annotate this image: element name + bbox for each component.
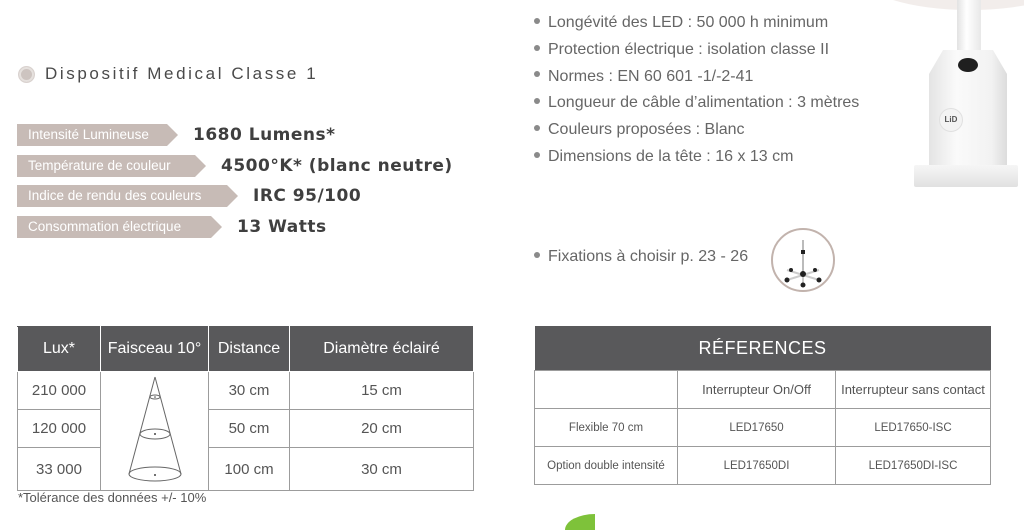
distance-cell: 100 cm	[209, 448, 290, 491]
stand-fixation-icon	[771, 228, 835, 292]
bullet-icon	[534, 71, 540, 77]
feature-text: Protection électrique : isolation classe II	[548, 40, 830, 58]
lamp-foot	[914, 165, 1018, 187]
lamp-flexible-arm	[957, 0, 981, 55]
spec-row	[17, 124, 336, 146]
distance-cell: 50 cm	[209, 410, 290, 448]
table-header-row	[535, 371, 991, 409]
lid-logo: LiD	[939, 108, 963, 132]
fixations-text: Fixations à choisir p. 23 - 26	[548, 248, 749, 265]
bullet-icon	[534, 18, 540, 24]
feature-item	[534, 37, 859, 64]
green-leaf-decoration	[565, 514, 595, 530]
lux-cell: 33 000	[18, 448, 101, 491]
row-label: Option double intensité	[535, 447, 678, 485]
table-row	[535, 447, 991, 485]
fixations-note	[534, 248, 748, 266]
reference-code: LED17650-ISC	[836, 409, 991, 447]
classification-label	[18, 64, 318, 84]
feature-text: Dimensions de la tête : 16 x 13 cm	[548, 147, 794, 165]
feature-item	[534, 10, 859, 37]
distance-cell: 30 cm	[209, 372, 290, 410]
table-row	[535, 409, 991, 447]
classification-text: Dispositif Medical Classe 1	[45, 64, 319, 83]
column-header	[535, 371, 678, 409]
reference-code: LED17650DI	[678, 447, 836, 485]
diameter-cell: 15 cm	[290, 372, 474, 410]
feature-text: Longueur de câble d’alimentation : 3 mètres	[548, 94, 860, 112]
references-table	[534, 326, 991, 485]
spec-label: Température de couleur	[17, 155, 195, 177]
radio-dot-icon	[18, 66, 35, 83]
beam-cone-icon	[120, 374, 190, 484]
spec-value: 1680 Lumens*	[193, 125, 336, 145]
feature-item	[534, 64, 859, 91]
table-title-row	[535, 326, 991, 371]
table-header-row	[18, 327, 474, 372]
table-row	[18, 372, 474, 410]
spec-label: Indice de rendu des couleurs	[17, 185, 227, 207]
reference-code: LED17650	[678, 409, 836, 447]
spec-value: 4500°K* (blanc neutre)	[221, 156, 453, 176]
references-title: RÉFERENCES	[535, 326, 991, 371]
feature-item	[534, 90, 859, 117]
spec-row	[17, 155, 453, 177]
spec-value: 13 Watts	[237, 217, 327, 237]
bullet-icon	[534, 252, 540, 258]
diameter-cell: 30 cm	[290, 448, 474, 491]
table-row	[18, 448, 474, 491]
row-label: Flexible 70 cm	[535, 409, 678, 447]
bullet-icon	[534, 45, 540, 51]
feature-text: Normes : EN 60 601 -1/-2-41	[548, 67, 754, 85]
reference-code: LED17650DI-ISC	[836, 447, 991, 485]
bullet-icon	[534, 125, 540, 131]
bullet-icon	[534, 98, 540, 104]
lamp-halo	[860, 0, 1024, 10]
diameter-cell: 20 cm	[290, 410, 474, 448]
feature-item	[534, 117, 859, 144]
spec-label: Intensité Lumineuse	[17, 124, 167, 146]
column-header: Faisceau 10°	[101, 327, 209, 372]
column-header: Interrupteur sans contact	[836, 371, 991, 409]
lux-table	[17, 326, 474, 491]
bullet-icon	[534, 152, 540, 158]
column-header: Distance	[209, 327, 290, 372]
spec-row	[17, 216, 327, 238]
lux-cell: 210 000	[18, 372, 101, 410]
column-header: Diamètre éclairé	[290, 327, 474, 372]
lamp-switch-icon	[958, 58, 978, 72]
beam-diagram-cell	[101, 372, 209, 491]
spec-label: Consommation électrique	[17, 216, 211, 238]
feature-text: Longévité des LED : 50 000 h minimum	[548, 14, 829, 31]
spec-value: IRC 95/100	[253, 186, 362, 206]
feature-item	[534, 144, 859, 171]
feature-text: Couleurs proposées : Blanc	[548, 121, 745, 139]
table-row	[18, 410, 474, 448]
lux-cell: 120 000	[18, 410, 101, 448]
column-header: Lux*	[18, 327, 101, 372]
feature-list	[534, 10, 859, 171]
column-header: Interrupteur On/Off	[678, 371, 836, 409]
spec-row	[17, 185, 361, 207]
tolerance-note: *Tolérance des données +/- 10%	[18, 490, 207, 505]
